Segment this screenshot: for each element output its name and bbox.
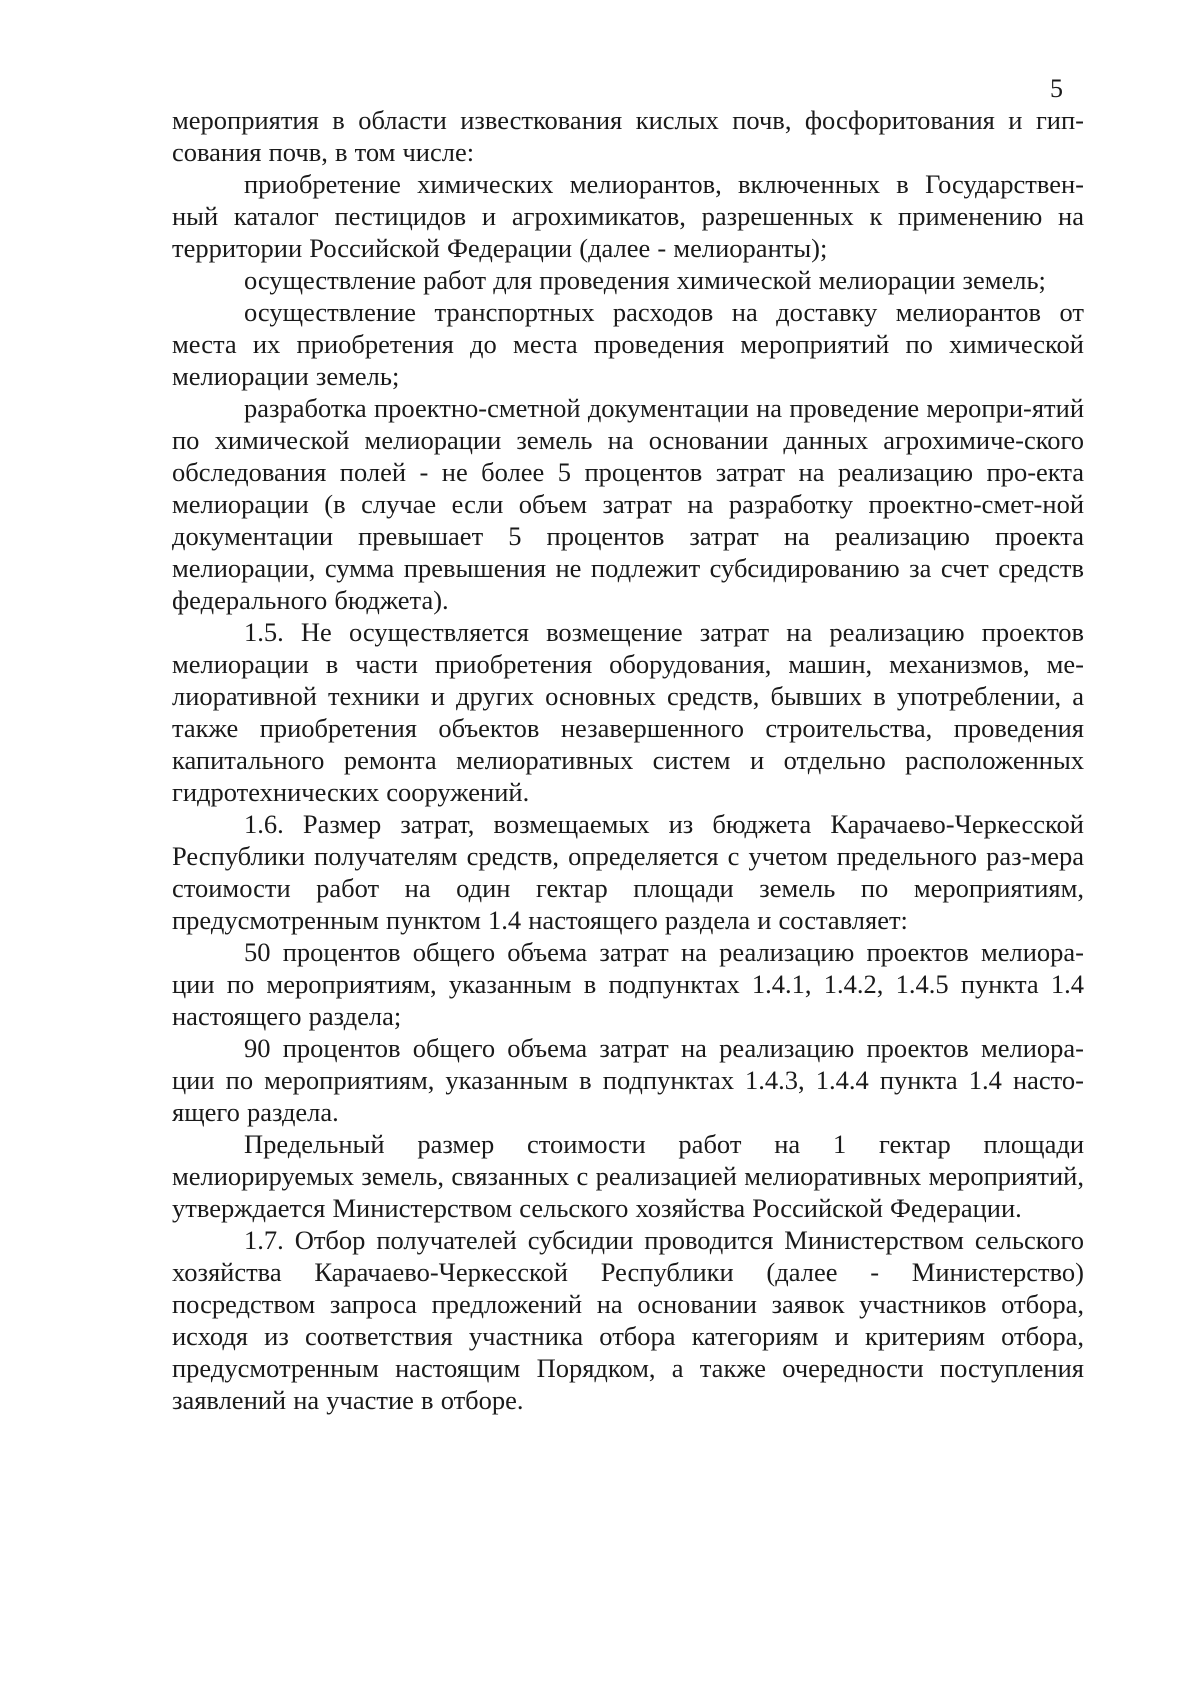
paragraph-50-percent: 50 процентов общего объема затрат на реализацию проектов мелиора-ции по мероприятиям, указанным в подпунктах 1.4.1, 1.4.2, 1.4.5 пункта 1.4 настоящего раздела;	[172, 937, 1084, 1031]
paragraph-1-6: 1.6. Размер затрат, возмещаемых из бюджета Карачаево-Черкесской Республики получателям средств, определяется с учетом предельного раз-мера стоимости работ на один гектар площади земель по мероприятиям, предусмотренным пунктом 1.4 настоящего раздела и составляет:	[172, 809, 1084, 935]
page-number: 5	[1050, 74, 1063, 103]
paragraph-max-cost: Предельный размер стоимости работ на 1 гектар площади мелиорируемых земель, связанных с реализацией мелиоративных мероприятий, утверждается Министерством сельского хозяйства Российской Федерации.	[172, 1129, 1084, 1223]
paragraph-1-7: 1.7. Отбор получателей субсидии проводится Министерством сельского хозяйства Карачаево-Черкесской Республики (далее - Министерство) посредством запроса предложений на основании заявок участников отбора, исходя из соответствия участника отбора категориям и критериям отбора, предусмотренным настоящим Порядком, а также очередности поступления заявлений на участие в отборе.	[172, 1225, 1084, 1415]
paragraph-meliorants-purchase: приобретение химических мелиорантов, включенных в Государствен-ный каталог пестицидов и агрохимикатов, разрешенных к применению на территории Российской Федерации (далее - мелиоранты);	[172, 169, 1084, 263]
paragraph-design-docs: разработка проектно-сметной документации на проведение меропри-ятий по химической мелиорации земель на основании данных агрохимиче-ского обследования полей - не более 5 процентов затрат на реализацию про-екта мелиорации (в случае если объем затрат на разработку проектно-смет-ной документации превышает 5 процентов затрат на реализацию проекта мелиорации, сумма превышения не подлежит субсидированию за счет средств федерального бюджета).	[172, 393, 1084, 615]
paragraph-1-5: 1.5. Не осуществляется возмещение затрат на реализацию проектов мелиорации в части приобретения оборудования, машин, механизмов, ме-лиоративной техники и других основных средств, бывших в употреблении, а также приобретения объектов незавершенного строительства, проведения капитального ремонта мелиоративных систем и отдельно расположенных гидротехнических сооружений.	[172, 617, 1084, 807]
paragraph-intro: мероприятия в области известкования кислых почв, фосфоритования и гип-сования почв, в том числе:	[172, 105, 1084, 167]
document-body	[172, 104, 1084, 1416]
paragraph-works: осуществление работ для проведения химической мелиорации земель;	[244, 265, 1046, 295]
paragraph-90-percent: 90 процентов общего объема затрат на реализацию проектов мелиора-ции по мероприятиям, указанным в подпунктах 1.4.3, 1.4.4 пункта 1.4 насто-ящего раздела.	[172, 1033, 1084, 1127]
paragraph-transport: осуществление транспортных расходов на доставку мелиорантов от места их приобретения до места проведения мероприятий по химической мелиорации земель;	[172, 297, 1084, 391]
